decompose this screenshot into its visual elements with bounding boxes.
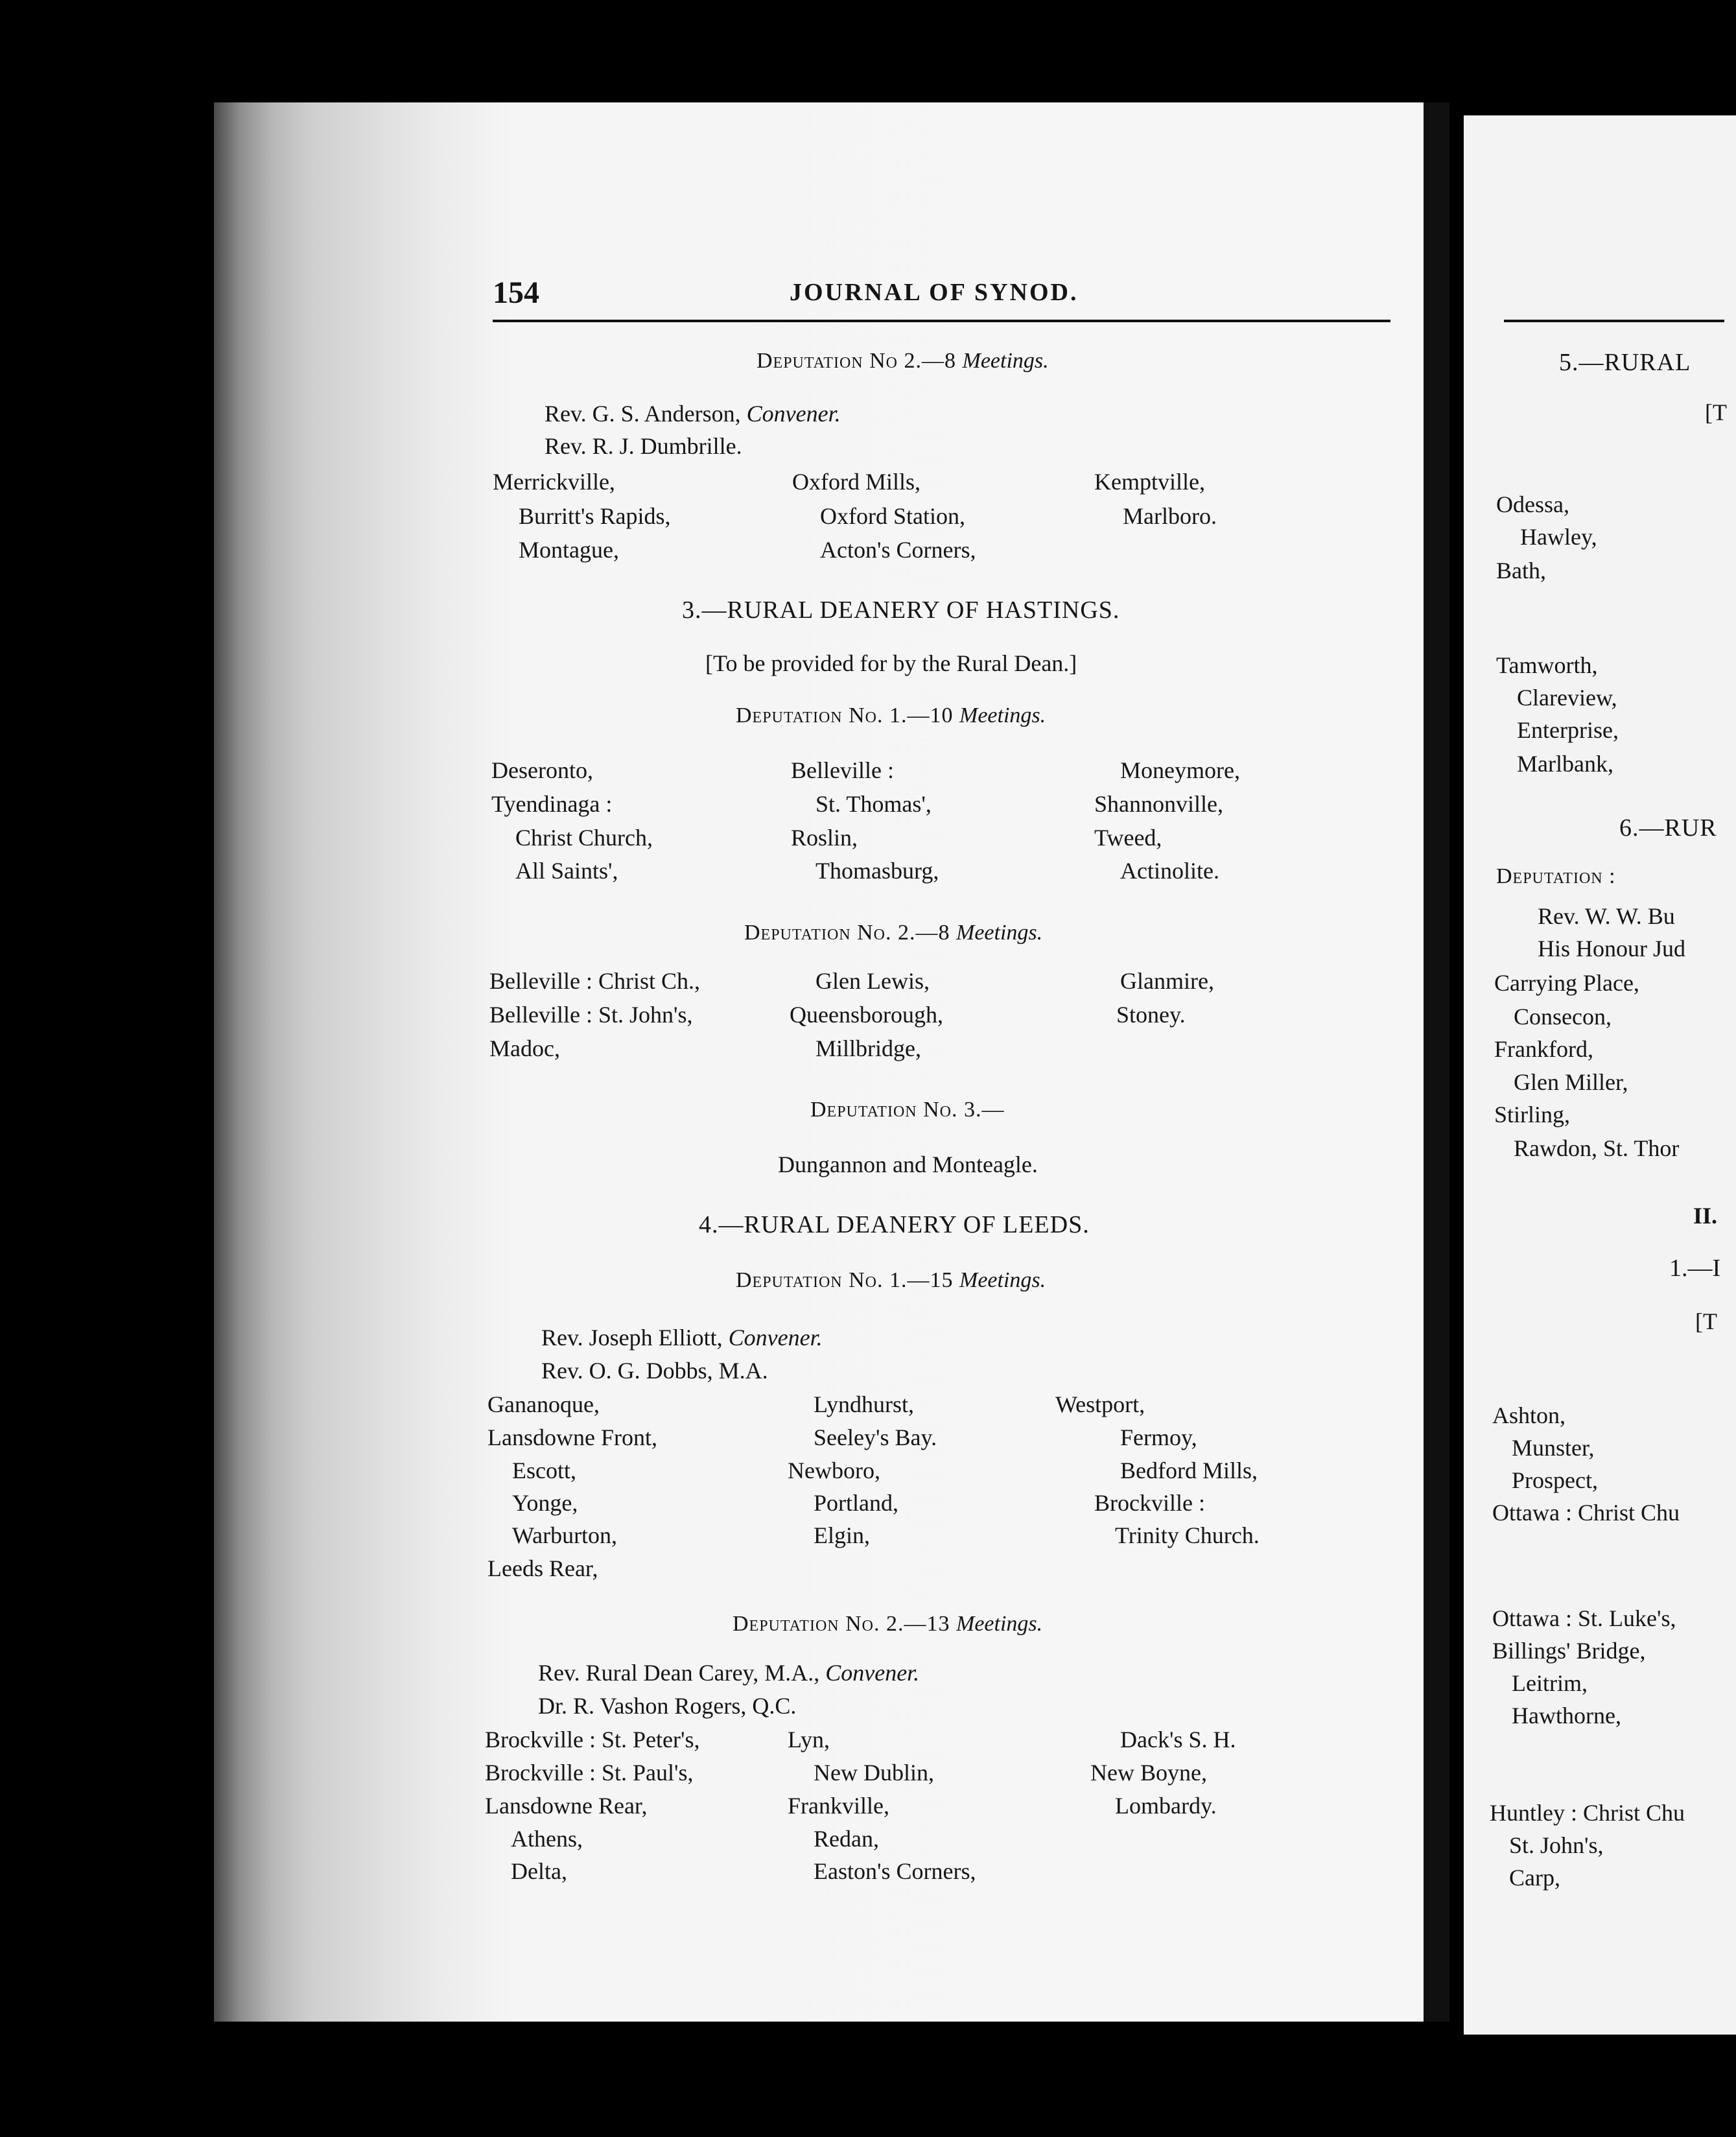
place-name: Billings' Bridge, [1492, 1638, 1646, 1664]
place-name: Deseronto, [491, 757, 593, 783]
place-name: Shannonville, [1094, 791, 1223, 817]
header-rule-right [1504, 320, 1724, 322]
deanery-title: 3.—RURAL DEANERY OF HASTINGS. [682, 596, 1120, 624]
place-name: Glen Lewis, [815, 968, 930, 994]
convener-line: Rev. Joseph Elliott, Convener. [541, 1325, 823, 1351]
place-name: Carrying Place, [1494, 970, 1639, 996]
place-name: Clareview, [1517, 685, 1617, 711]
place-name: Glen Miller, [1514, 1069, 1628, 1095]
place-name: Lombardy. [1115, 1793, 1217, 1819]
place-name: Enterprise, [1517, 717, 1619, 743]
place-name: Leeds Rear, [487, 1555, 598, 1581]
place-name: Hawley, [1520, 524, 1597, 550]
place-name: Roslin, [791, 825, 858, 851]
place-name: Frankville, [788, 1793, 889, 1819]
place-name: Escott, [512, 1458, 576, 1483]
place-name: Elgin, [814, 1522, 870, 1548]
place-name: Brockville : St. Paul's, [485, 1760, 694, 1786]
deanery-note: [To be provided for by the Rural Dean.] [705, 650, 1077, 676]
place-name: Odessa, [1496, 491, 1569, 517]
place-name: Frankford, [1494, 1036, 1593, 1062]
convener-line: Rev. G. S. Anderson, Convener. [545, 401, 841, 427]
place-name: Prospect, [1512, 1467, 1598, 1493]
place-name: Merrickville, [493, 469, 615, 495]
left-page [214, 102, 1449, 2022]
place-name: Hawthorne, [1512, 1703, 1621, 1729]
place-name: Munster, [1512, 1435, 1595, 1461]
place-name: Ashton, [1492, 1402, 1566, 1428]
convener-line: Rev. Rural Dean Carey, M.A., Convener. [538, 1660, 920, 1686]
place-name: Madoc, [489, 1035, 560, 1061]
place-name: Bedford Mills, [1120, 1458, 1258, 1483]
part-numeral: II. [1693, 1203, 1718, 1229]
deanery-title: 6.—RUR [1619, 814, 1717, 842]
place-name: New Boyne, [1090, 1760, 1207, 1786]
place-name: Queensborough, [790, 1002, 943, 1028]
deputation-heading: Deputation No. 1.—10 Meetings. [736, 703, 1046, 727]
place-name: Christ Church, [515, 825, 653, 851]
place-name: Carp, [1509, 1865, 1560, 1891]
place-name: Easton's Corners, [814, 1858, 976, 1884]
place-name: Delta, [511, 1858, 567, 1884]
deanery-note: [T [1705, 399, 1727, 425]
deanery-note: [T [1695, 1308, 1717, 1334]
place-name: Yonge, [512, 1490, 578, 1516]
place-name: Brockville : [1094, 1490, 1205, 1516]
page-number: 154 [493, 276, 539, 310]
place-name: Lyndhurst, [814, 1391, 915, 1417]
member-line: His Honour Jud [1538, 936, 1686, 962]
page-gutter [1424, 102, 1449, 2022]
convener-line: Rev. W. W. Bu [1538, 903, 1675, 929]
place-name: Leitrim, [1512, 1670, 1588, 1696]
place-name: Stoney. [1116, 1002, 1186, 1028]
place-name: Montague, [519, 537, 619, 563]
place-name: Ottawa : St. Luke's, [1492, 1605, 1676, 1631]
place-name: Oxford Mills, [792, 469, 921, 495]
place-name: Millbridge, [815, 1035, 921, 1061]
place-name: Consecon, [1514, 1004, 1612, 1030]
place-name: Warburton, [512, 1522, 618, 1548]
place-name: Moneymore, [1120, 757, 1240, 783]
place-name: Redan, [814, 1826, 879, 1852]
place-name: Marlboro. [1123, 503, 1217, 529]
deputation-heading: Deputation No. 2.—13 Meetings. [733, 1612, 1043, 1636]
place-name: Dack's S. H. [1120, 1727, 1236, 1753]
place-name: Tweed, [1094, 825, 1162, 851]
place-name: Athens, [511, 1826, 583, 1852]
running-head: JOURNAL OF SYNOD. [790, 279, 1079, 306]
place-name: Glanmire, [1120, 968, 1214, 994]
deputation-heading: Deputation No 2.—8 Meetings. [757, 349, 1049, 373]
place-name: Dungannon and Monteagle. [778, 1151, 1038, 1177]
deputation-heading: Deputation No. 3.— [810, 1098, 1005, 1122]
place-name: Huntley : Christ Chu [1490, 1800, 1685, 1826]
deanery-title: 5.—RURAL [1559, 349, 1691, 376]
place-name: Lansdowne Front, [487, 1424, 657, 1450]
place-name: Rawdon, St. Thor [1514, 1135, 1680, 1161]
place-name: Belleville : St. John's, [489, 1002, 693, 1028]
place-name: All Saints', [515, 858, 618, 884]
place-name: Lansdowne Rear, [485, 1793, 648, 1819]
place-name: Westport, [1055, 1391, 1145, 1417]
place-name: Acton's Corners, [820, 537, 976, 563]
place-name: Kemptville, [1094, 469, 1205, 495]
member-line: Rev. R. J. Dumbrille. [545, 433, 742, 459]
deputation-heading: Deputation No. 2.—8 Meetings. [744, 921, 1043, 945]
header-rule [493, 320, 1390, 322]
place-name: Ottawa : Christ Chu [1492, 1500, 1680, 1526]
member-line: Rev. O. G. Dobbs, M.A. [541, 1358, 768, 1384]
place-name: Burritt's Rapids, [519, 503, 671, 529]
place-name: Belleville : [791, 757, 894, 783]
place-name: New Dublin, [814, 1760, 934, 1786]
place-name: St. Thomas', [815, 791, 932, 817]
place-name: Belleville : Christ Ch., [489, 968, 700, 994]
place-name: Brockville : St. Peter's, [485, 1727, 700, 1753]
place-name: Newboro, [788, 1458, 880, 1483]
place-name: Actinolite. [1120, 858, 1219, 884]
place-name: Portland, [814, 1490, 898, 1516]
place-name: Seeley's Bay. [814, 1424, 937, 1450]
deputation-heading: Deputation No. 1.—15 Meetings. [736, 1268, 1046, 1292]
place-name: Tyendinaga : [491, 791, 613, 817]
place-name: St. John's, [1509, 1832, 1604, 1858]
place-name: Fermoy, [1120, 1424, 1197, 1450]
member-line: Dr. R. Vashon Rogers, Q.C. [538, 1693, 797, 1719]
place-name: Tamworth, [1496, 652, 1598, 678]
place-name: Lyn, [788, 1727, 830, 1753]
place-name: Stirling, [1494, 1102, 1571, 1128]
deanery-title: 1.—I [1669, 1255, 1721, 1282]
place-name: Oxford Station, [820, 503, 965, 529]
deanery-title: 4.—RURAL DEANERY OF LEEDS. [699, 1211, 1090, 1238]
place-name: Thomasburg, [815, 858, 939, 884]
place-name: Bath, [1496, 558, 1546, 584]
deputation-label: Deputation : [1496, 864, 1616, 888]
place-name: Marlbank, [1517, 751, 1613, 777]
place-name: Trinity Church. [1115, 1522, 1260, 1548]
place-name: Gananoque, [487, 1391, 600, 1417]
